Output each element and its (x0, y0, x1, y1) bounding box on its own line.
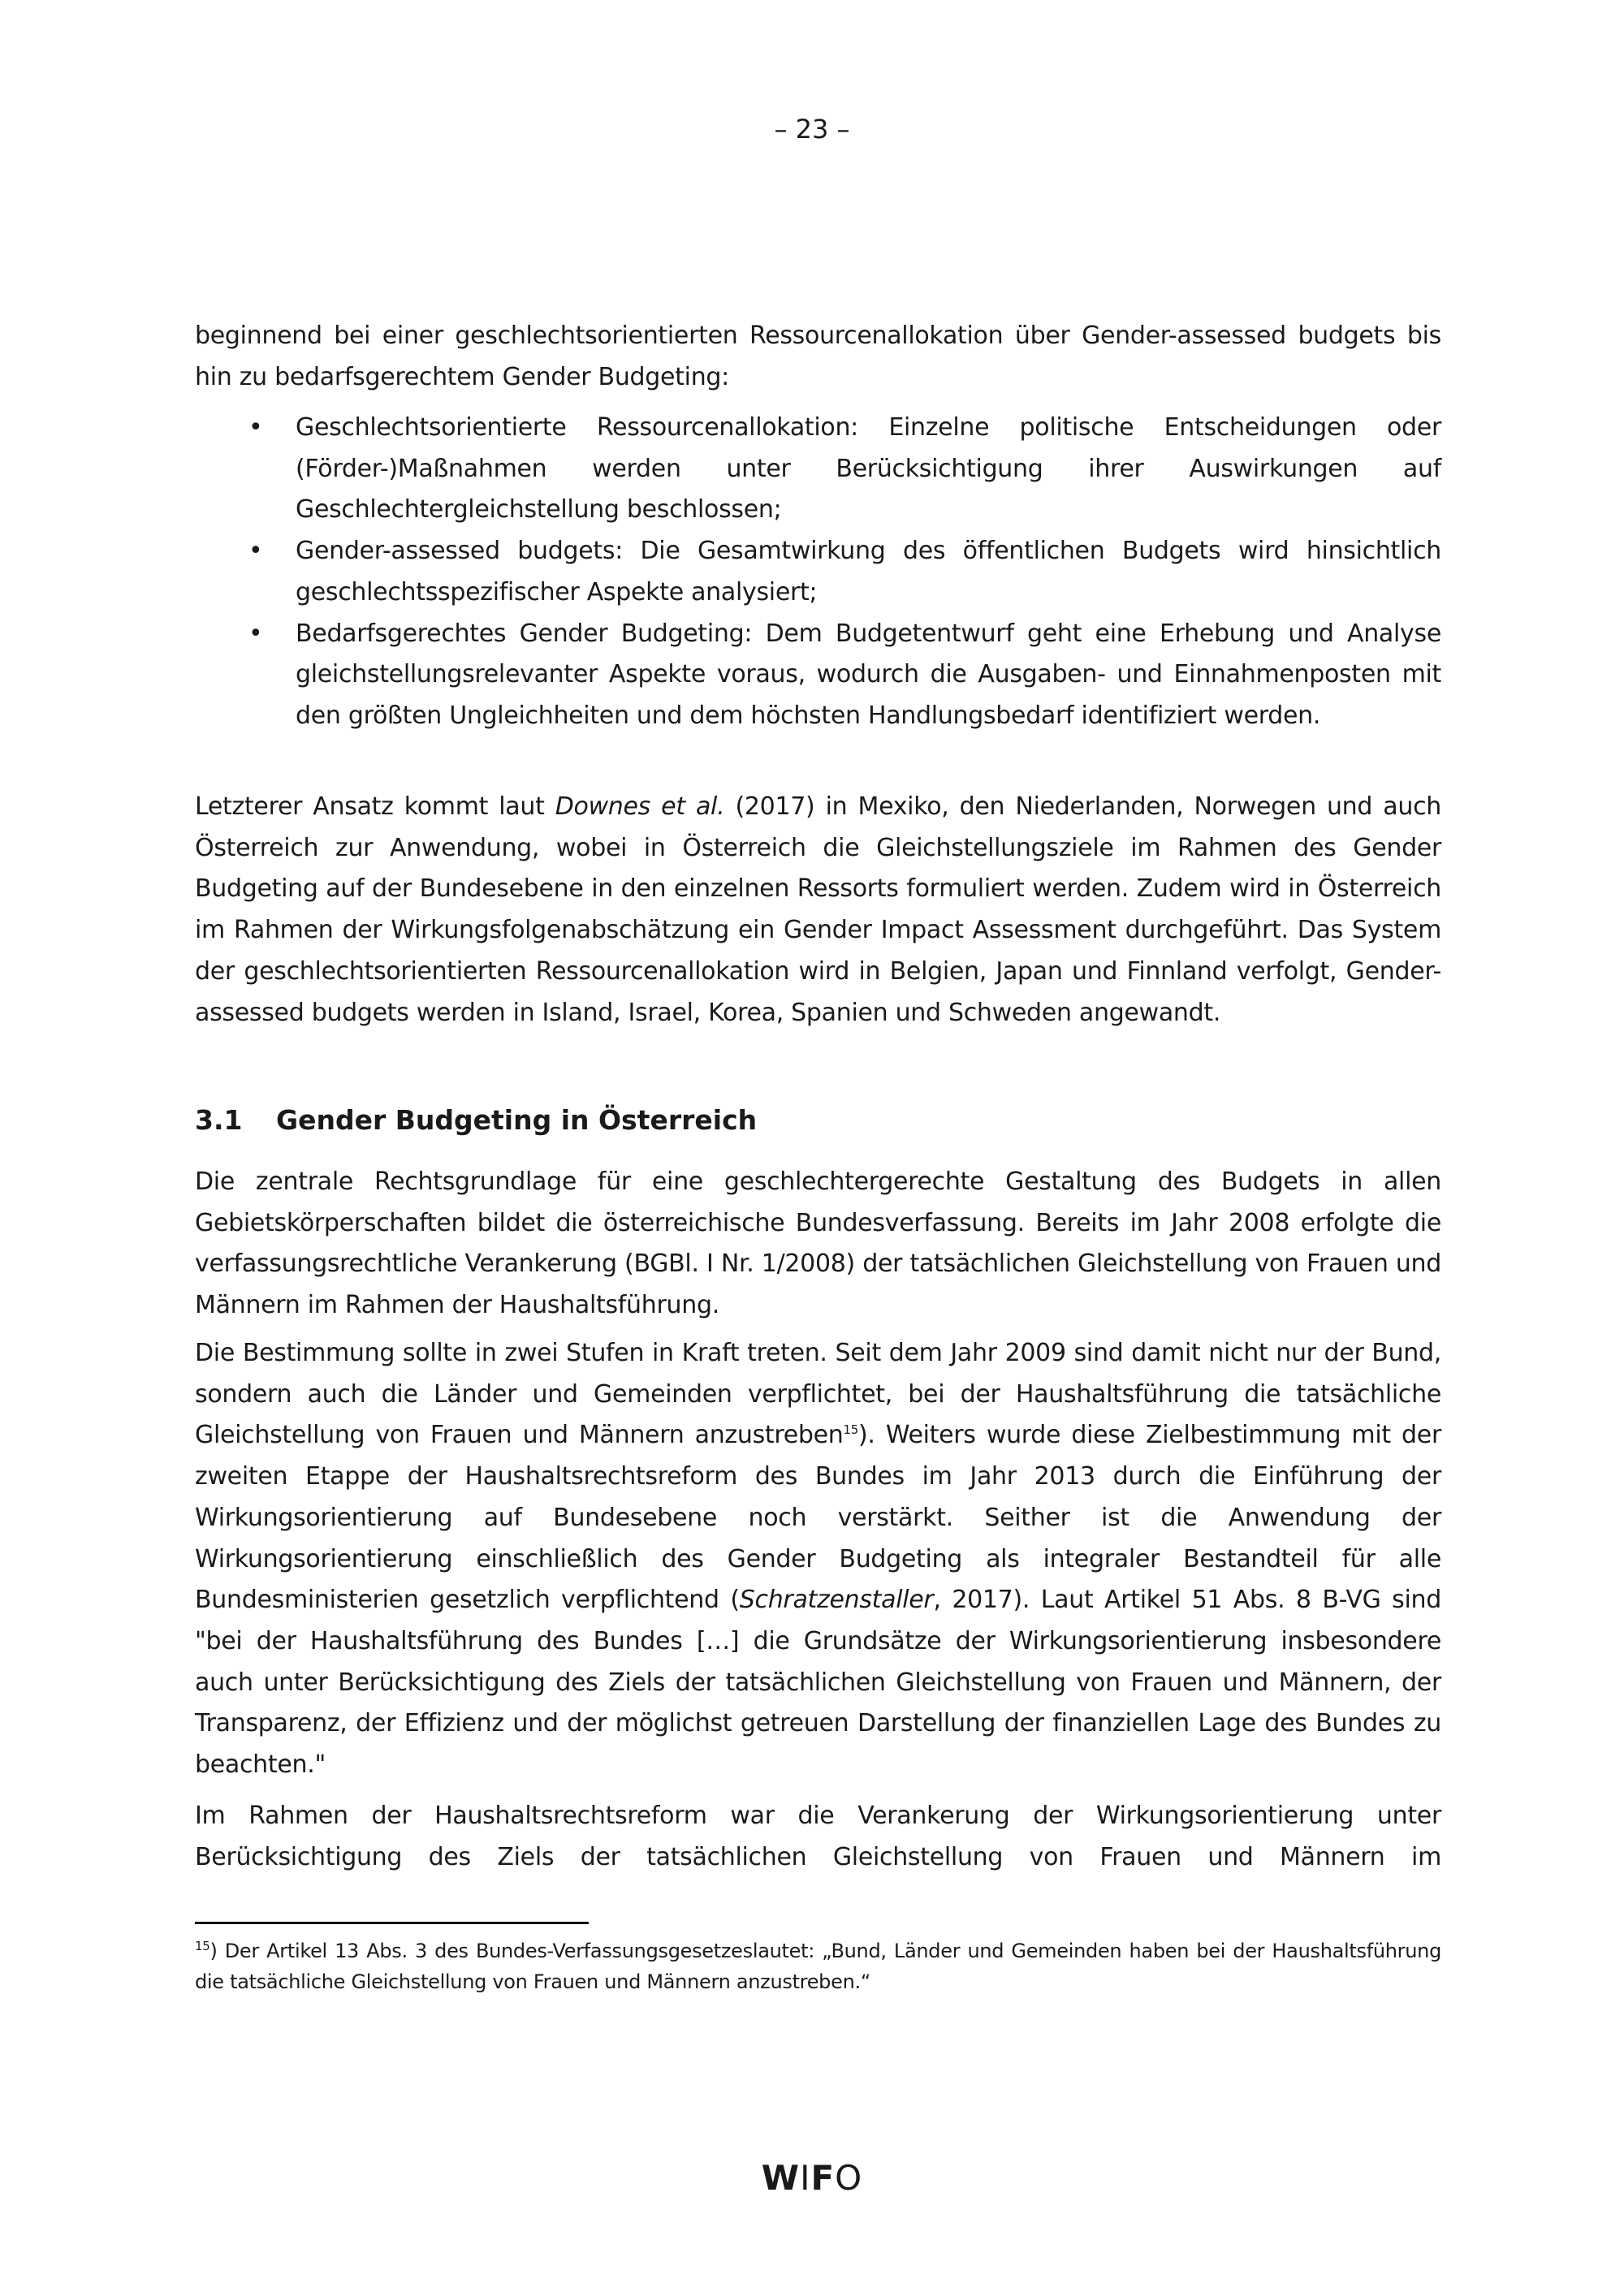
footnote-text: ) Der Artikel 13 Abs. 3 des Bundes-Verfassungsgesetzeslautet: „Bund, Länder und Gemeinden haben bei der Haushaltsführung die tatsächliche Gleichstellung von Frauen und Männern anzustreben.“ (195, 1940, 1441, 1993)
citation: Schratzenstaller (739, 1586, 934, 1615)
text: (2017) in Mexiko, den Niederlanden, Norwegen und auch Österreich zur Anwendung, wobei in Österreich die Gleichstellungsziele im Rahmen des Gender Budgeting auf der Bundesebene in den einzelnen Ressorts formuliert werden. Zudem wird in Österreich im Rahmen der Wirkungsfolgenabschätzung ein Gender Impact Assessment durchgeführt. Das System der geschlechtsorientierten Ressourcenallokation wird in Belgien, Japan und Finnland verfolgt, Gender-assessed budgets werden in Island, Israel, Korea, Spanien und Schweden angewandt. (195, 792, 1441, 1027)
bullet-icon: • (248, 537, 263, 566)
list-item (195, 614, 1441, 737)
section-title: Gender Budgeting in Österreich (276, 1104, 758, 1136)
list-item (195, 531, 1441, 613)
section-heading (195, 1100, 757, 1141)
footnote-separator (195, 1922, 589, 1924)
list-item-text: Gender-assessed budgets: Die Gesamtwirkung des öffentlichen Budgets wird hinsichtlich geschlechtsspezifischer Aspekte analysiert; (296, 537, 1441, 606)
citation: Downes et al. (555, 792, 725, 821)
paragraph-provision (195, 1333, 1441, 1786)
bullet-icon: • (248, 413, 263, 442)
paragraph-approaches (195, 787, 1441, 1034)
footnote (195, 1936, 1441, 1997)
text: Die Bestimmung sollte in zwei Stufen in Kraft treten. Seit dem Jahr 2009 sind damit nicht nur der Bund, sondern auch die Länder und Gemeinden verpflichtet, bei der Haushaltsführung die tatsächliche Gleichstellung von Frauen und Männern anzustreben (195, 1339, 1441, 1450)
footnote-reference[interactable]: 15 (843, 1422, 859, 1438)
page-number: – 23 – (774, 114, 850, 145)
text: Letzterer Ansatz kommt laut (195, 792, 555, 821)
text: , 2017). Laut Artikel 51 Abs. 8 B-VG sind "bei der Haushaltsführung des Bundes […] die Grundsätze der Wirkungsorientierung insbesondere auch unter Berücksichtigung des Ziels der tatsächlichen Gleichstellung von Frauen und Männern, der Transparenz, der Effizienz und der möglichst getreuen Darstellung der finanziellen Lage des Bundes zu beachten." (195, 1586, 1441, 1780)
text: ). Weiters wurde diese Zielbestimmung mit der zweiten Etappe der Haushaltsrechtsreform des Bundes im Jahr 2013 durch die Einführung der Wirkungsorientierung auf Bundesebene noch verstärkt. Seither ist die Anwendung der Wirkungsorientierung einschließlich des Gender Budgeting als integraler Bestandteil für alle Bundesministerien gesetzlich verpflichtend ( (195, 1421, 1441, 1615)
list-item (195, 408, 1441, 531)
paragraph-legal-basis: Die zentrale Rechtsgrundlage für eine geschlechtergerechte Gestaltung des Budgets in allen Gebietskörperschaften bildet die österreichische Bundesverfassung. Bereits im Jahr 2008 erfolgte die verfassungsrechtliche Verankerung (BGBl. I Nr. 1/2008) der tatsächlichen Gleichstellung von Frauen und Männern im Rahmen der Haushaltsführung. (195, 1167, 1441, 1320)
section-number: 3.1 (195, 1104, 243, 1136)
bullet-list (195, 408, 1441, 737)
list-item-text: Geschlechtsorientierte Ressourcenallokation: Einzelne politische Entscheidungen oder (Förder-)Maßnahmen werden unter Berücksichtigung ihrer Auswirkungen auf Geschlechtergleichstellung beschlossen; (296, 413, 1441, 524)
bullet-icon: • (248, 619, 263, 648)
list-item-text: Bedarfsgerechtes Gender Budgeting: Dem Budgetentwurf geht eine Erhebung und Analyse gleichstellungsrelevanter Aspekte voraus, wodurch die Ausgaben- und Einnahmenposten mit den größten Ungleichheiten und dem höchsten Handlungsbedarf identifiziert werden. (296, 619, 1441, 730)
intro-paragraph: beginnend bei einer geschlechtsorientierten Ressourcenallokation über Gender-assessed budgets bis hin zu bedarfsgerechtem Gender Budgeting: (195, 322, 1441, 391)
footnote-mark: 15 (195, 1939, 210, 1953)
wifo-logo: WIFO (761, 2158, 863, 2198)
paragraph-reform: Im Rahmen der Haushaltsrechtsreform war die Verankerung der Wirkungsorientierung unter Berücksichtigung des Ziels der tatsächlichen Gleichstellung von Frauen und Männern im (195, 1802, 1441, 1871)
